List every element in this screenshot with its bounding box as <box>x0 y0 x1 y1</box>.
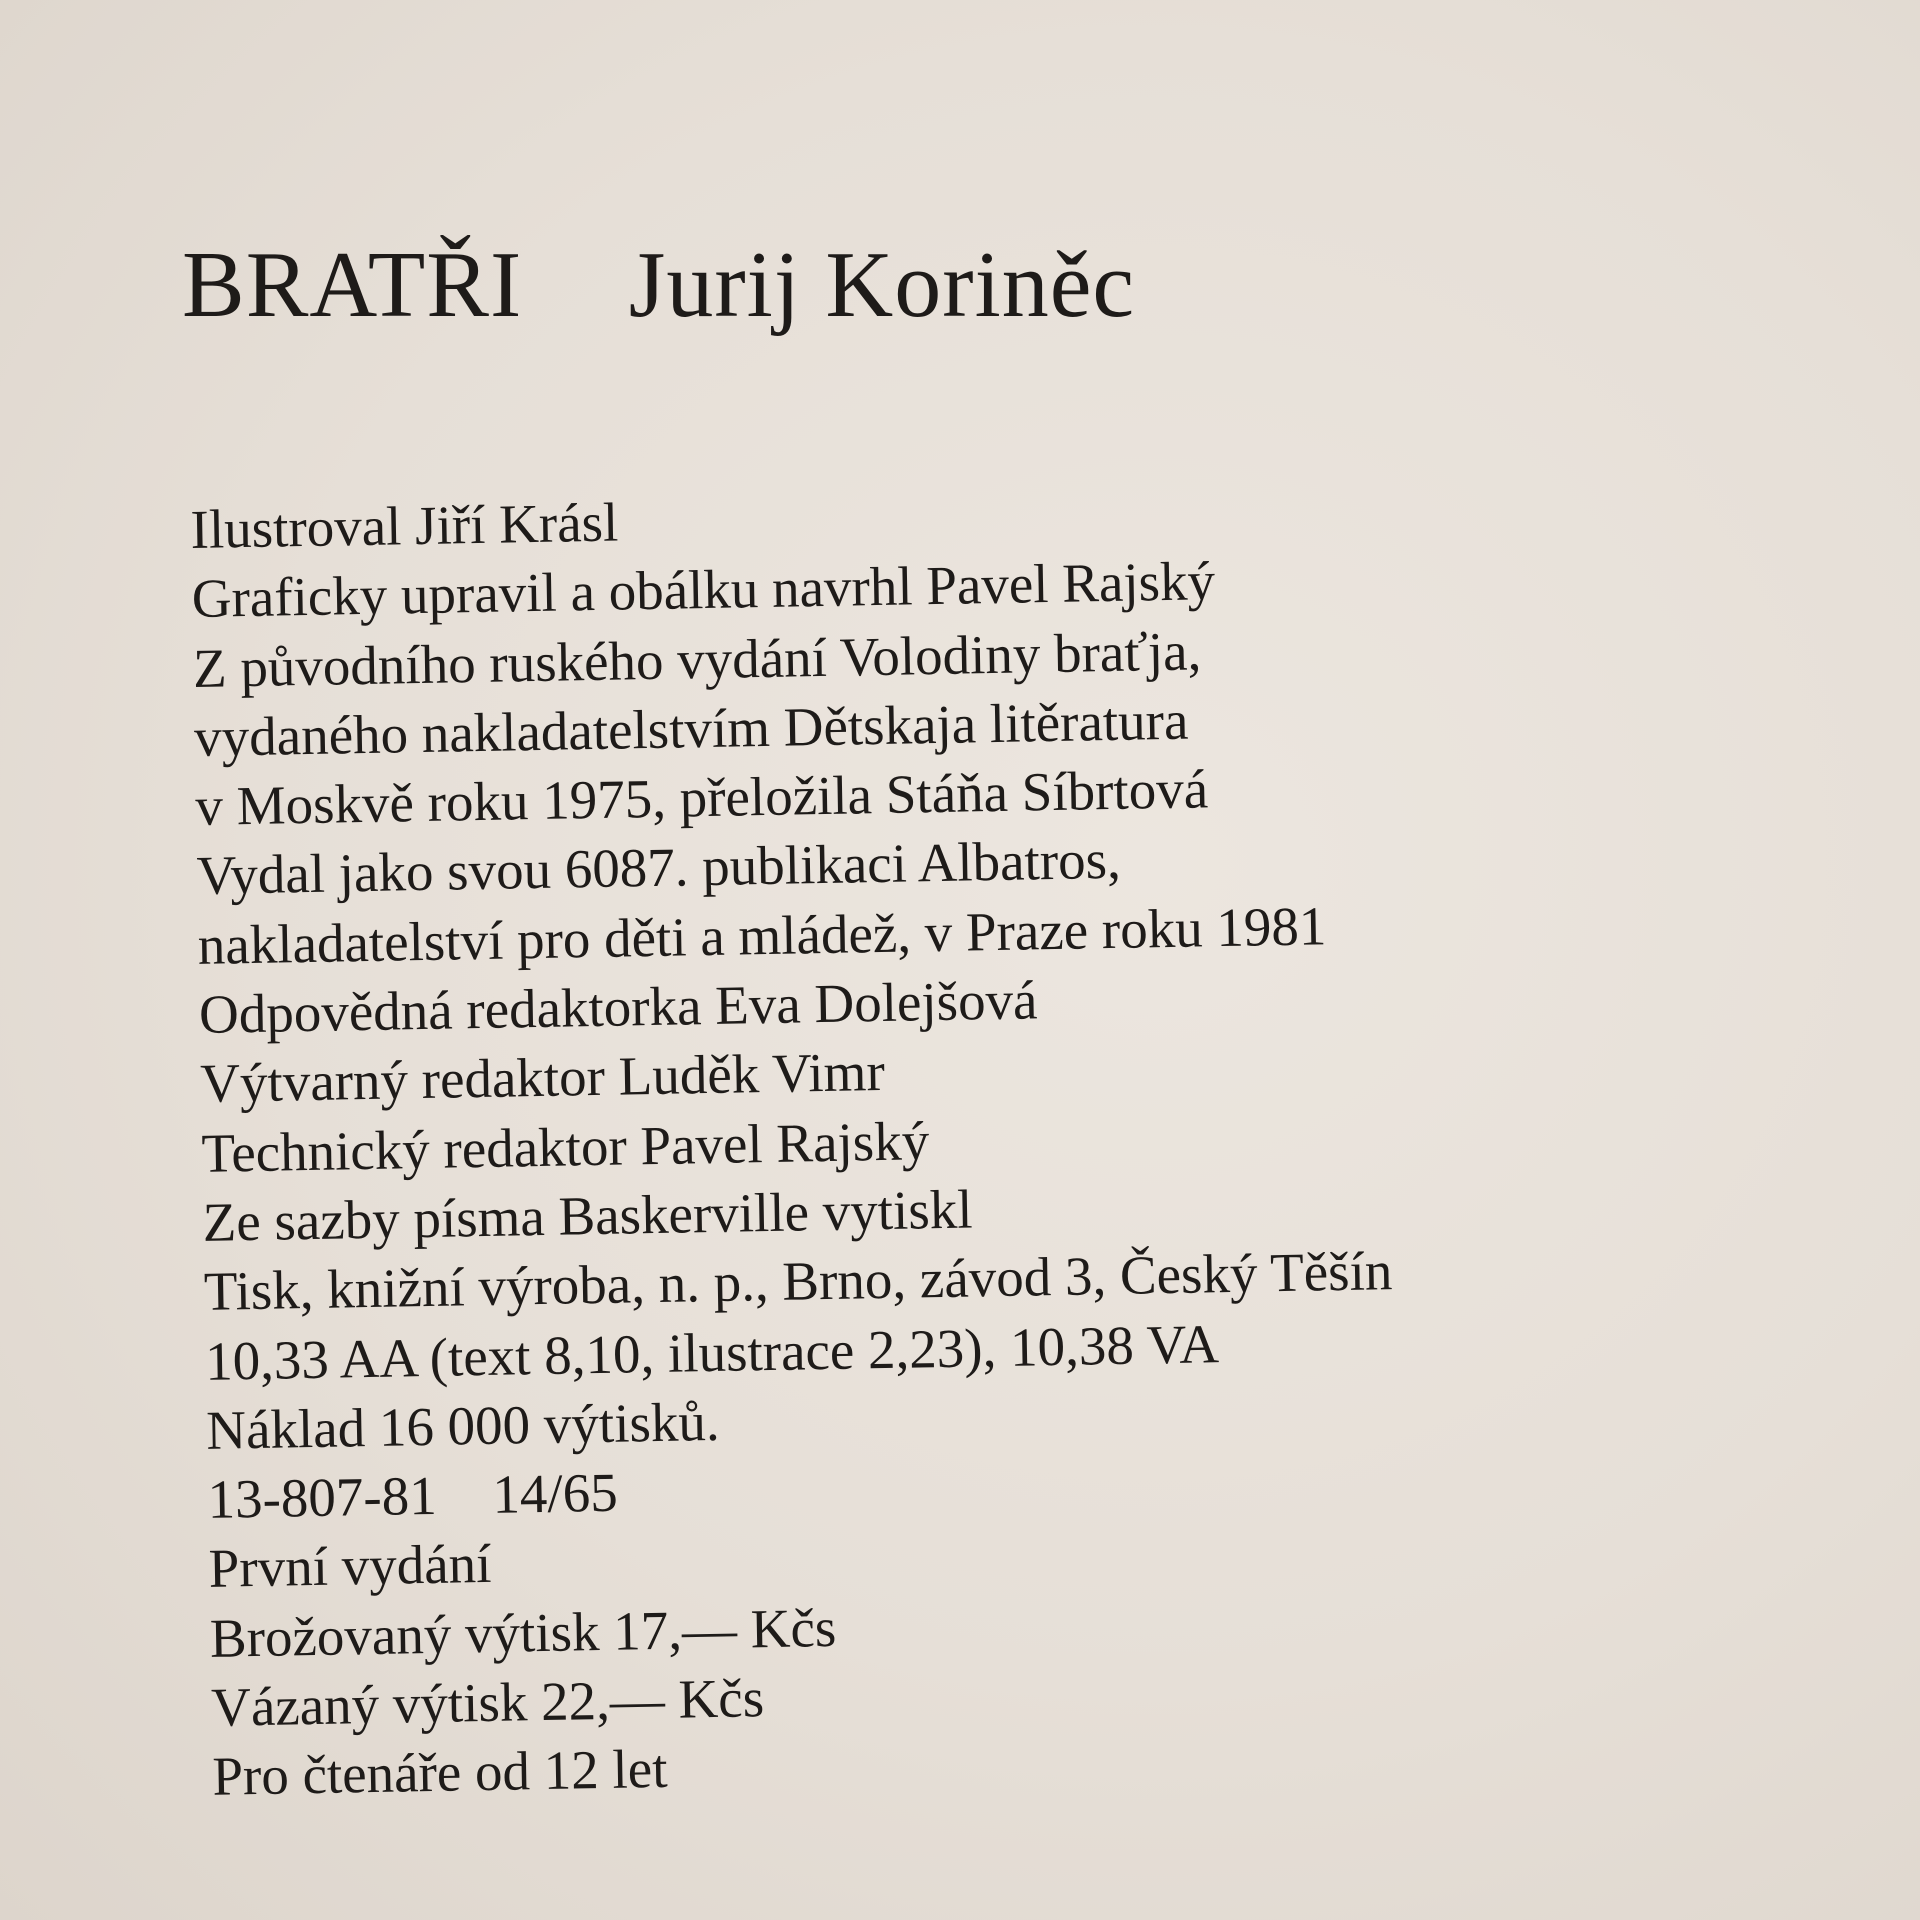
colophon <box>190 468 1773 1812</box>
colophon-line: 13-807-81 14/65 <box>207 1461 619 1530</box>
colophon-line: Vázaný výtisk 22,— Kčs <box>210 1667 765 1738</box>
colophon-line: Pro čtenáře od 12 let <box>211 1738 668 1808</box>
colophon-line: Výtvarný redaktor Luděk Vimr <box>199 1041 886 1115</box>
colophon-line: v Moskvě roku 1975, přeložila Stáňa Síbrtová <box>194 758 1209 838</box>
colophon-line: nakladatelství pro děti a mládež, v Praze roku 1981 <box>197 895 1327 976</box>
colophon-line: vydaného nakladatelstvím Dětskaja litěratura <box>193 689 1189 768</box>
colophon-line: Ilustroval Jiří Krásl <box>190 491 619 560</box>
colophon-line: Odpovědná redaktorka Eva Dolejšová <box>198 969 1038 1045</box>
colophon-line: Brožovaný výtisk 17,— Kčs <box>209 1596 837 1669</box>
author-name: Jurij Koriněc <box>628 233 1136 337</box>
colophon-line: Náklad 16 000 výtisků. <box>205 1390 721 1461</box>
colophon-line: 10,33 AA (text 8,10, ilustrace 2,23), 10,38 VA <box>204 1312 1220 1392</box>
colophon-line: Vydal jako svou 6087. publikaci Albatros, <box>196 829 1122 907</box>
colophon-line: První vydání <box>208 1533 492 1600</box>
colophon-line: Tisk, knižní výroba, n. p., Brno, závod 3, Český Těšín <box>203 1240 1393 1323</box>
colophon-line: Technický redaktor Pavel Rajský <box>200 1109 930 1184</box>
book-title: BRATŘI <box>182 233 523 337</box>
colophon-line: Z původního ruského vydání Volodiny braťja, <box>192 619 1202 699</box>
colophon-line: Ze sazby písma Baskerville vytiskl <box>202 1178 973 1253</box>
title-row <box>182 233 1136 337</box>
colophon-line: Graficky upravil a obálku navrhl Pavel Rajský <box>191 550 1216 630</box>
